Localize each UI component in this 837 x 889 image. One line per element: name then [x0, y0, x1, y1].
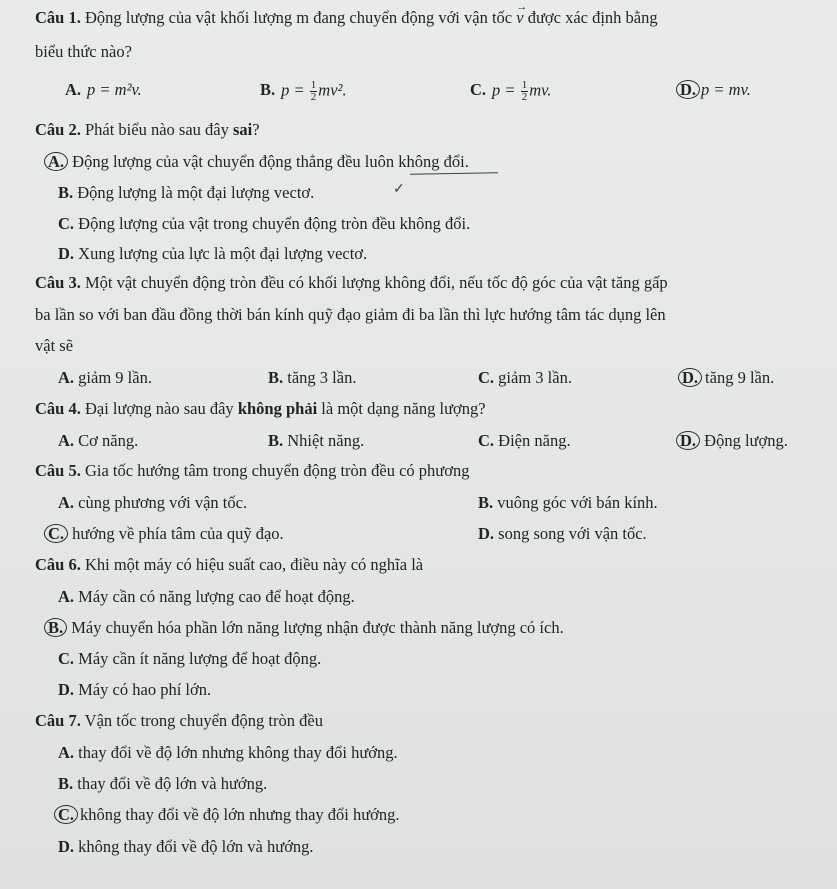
question-2-emphasis: sai	[232, 120, 253, 139]
option-c-letter: C.	[58, 214, 75, 233]
question-4-option-a[interactable]	[58, 431, 138, 451]
question-1-option-b[interactable]	[260, 80, 347, 103]
option-b-letter: B.	[260, 80, 276, 100]
option-d-text: Động lượng.	[700, 431, 788, 450]
question-6-option-b[interactable]	[48, 618, 564, 638]
option-d-text: tăng 9 lần.	[705, 368, 775, 387]
option-c-formula-pre: p =	[492, 80, 520, 100]
option-d-letter: D.	[58, 837, 75, 856]
option-c-text: Điện năng.	[494, 431, 571, 450]
pen-check-mark-icon: ✓	[393, 182, 405, 197]
option-c-text: giảm 3 lần.	[494, 368, 572, 387]
question-1-option-c[interactable]	[470, 80, 551, 103]
question-2-option-a[interactable]	[48, 152, 469, 172]
fraction-denominator: 2	[521, 91, 528, 103]
question-7-option-c[interactable]	[58, 805, 400, 825]
option-b-letter: B.	[58, 774, 74, 793]
velocity-vector-symbol: → v	[516, 8, 523, 28]
option-a-letter-circled: A.	[44, 152, 68, 171]
option-c-letter: C.	[478, 431, 495, 450]
option-d-formula: p = mv.	[701, 80, 751, 99]
option-d-letter-circled: D.	[676, 80, 700, 99]
question-5-label: Câu 5.	[35, 461, 81, 480]
option-a-text: Cơ năng.	[74, 431, 139, 450]
question-4-end: là một dạng năng lượng?	[317, 399, 486, 418]
option-a-letter: A.	[58, 493, 75, 512]
option-a-text: thay đổi về độ lớn nhưng không thay đổi hướng.	[74, 743, 398, 762]
question-7-option-b[interactable]	[58, 774, 267, 794]
option-b-formula-pre: p =	[281, 80, 309, 100]
question-3-label: Câu 3.	[35, 273, 81, 292]
question-7-label: Câu 7.	[35, 711, 81, 730]
question-4-label: Câu 4.	[35, 399, 81, 418]
question-3-option-c[interactable]	[478, 368, 572, 388]
option-b-text: vuông góc với bán kính.	[493, 493, 658, 512]
option-a-letter: A.	[58, 587, 75, 606]
option-d-text: Xung lượng của lực là một đại lượng vectơ.	[74, 244, 368, 263]
question-3-text-line1: Một vật chuyển động tròn đều có khối lượng không đổi, nếu tốc độ góc của vật tăng gấp	[80, 273, 668, 292]
question-5-option-c[interactable]	[48, 524, 284, 544]
option-d-letter-circled: D.	[678, 368, 702, 387]
option-c-letter-circled: C.	[44, 524, 68, 543]
option-a-letter: A.	[58, 368, 75, 387]
question-1-stem-line2: biểu thức nào?	[35, 42, 132, 61]
option-b-text: Máy chuyển hóa phần lớn năng lượng nhận được thành năng lượng có ích.	[67, 618, 564, 637]
option-b-text: Động lượng là một đại lượng vectơ.	[73, 183, 315, 202]
question-6-stem	[35, 555, 423, 575]
option-c-text: không thay đổi về độ lớn nhưng thay đổi hướng.	[80, 805, 400, 824]
option-c-letter: C.	[470, 80, 487, 100]
fraction-denominator: 2	[310, 91, 317, 103]
option-a-text: giảm 9 lần.	[74, 368, 152, 387]
question-3-option-d[interactable]	[682, 368, 774, 388]
option-c-letter-circled: C.	[54, 805, 78, 824]
question-4-option-c[interactable]	[478, 431, 571, 451]
option-b-letter: B.	[268, 431, 284, 450]
option-d-text: không thay đổi về độ lớn và hướng.	[74, 837, 314, 856]
fraction-numerator: 1	[521, 79, 528, 91]
question-4-text: Đại lượng nào sau đây	[80, 399, 238, 418]
option-d-letter: D.	[58, 680, 75, 699]
option-a-letter: A.	[58, 743, 75, 762]
option-b-text: thay đổi về độ lớn và hướng.	[73, 774, 268, 793]
option-b-text: Nhiệt năng.	[283, 431, 365, 450]
question-3-stem	[35, 273, 668, 293]
option-a-text: Máy cần có năng lượng cao để hoạt động.	[74, 587, 355, 606]
question-6-option-d[interactable]	[58, 680, 211, 700]
option-b-letter: B.	[268, 368, 284, 387]
question-6-label: Câu 6.	[35, 555, 81, 574]
question-7-text: Vận tốc trong chuyển động tròn đều	[80, 711, 323, 730]
question-7-option-d[interactable]	[58, 837, 314, 857]
question-2-end: ?	[252, 120, 260, 139]
option-a-text: Động lượng của vật chuyển động thẳng đều luôn không đổi.	[68, 152, 469, 171]
question-5-option-d[interactable]	[478, 524, 647, 544]
option-b-text: tăng 3 lần.	[283, 368, 357, 387]
question-3-option-b[interactable]	[268, 368, 356, 388]
option-b-fraction	[310, 80, 318, 103]
question-2-stem	[35, 120, 260, 140]
option-b-letter: B.	[58, 183, 74, 202]
option-c-formula-post: mv.	[529, 80, 552, 100]
option-c-fraction	[521, 80, 529, 103]
question-7-stem	[35, 711, 323, 731]
option-b-letter: B.	[478, 493, 494, 512]
question-7-option-a[interactable]	[58, 743, 398, 763]
question-2-option-c[interactable]	[58, 214, 470, 234]
option-a-letter: A.	[65, 80, 82, 99]
question-1-option-d[interactable]	[680, 80, 751, 100]
option-b-letter-circled: B.	[44, 618, 67, 637]
question-4-stem	[35, 399, 486, 419]
question-1-text-part1: Động lượng của vật khối lượng m đang chuyển động với vận tốc	[80, 8, 517, 27]
question-6-option-a[interactable]	[58, 587, 355, 607]
question-1-text-part2: được xác định bằng	[523, 8, 658, 27]
question-2-option-b[interactable]	[58, 183, 314, 203]
question-6-text: Khi một máy có hiệu suất cao, điều này có nghĩa là	[80, 555, 424, 574]
option-c-text: Máy cần ít năng lượng để hoạt động.	[74, 649, 322, 668]
option-c-text: Động lượng của vật trong chuyển động tròn đều không đổi.	[74, 214, 471, 233]
question-6-option-c[interactable]	[58, 649, 321, 669]
fraction-numerator: 1	[310, 79, 317, 91]
question-4-emphasis: không phải	[237, 399, 318, 418]
option-a-formula: p = m²v.	[87, 80, 142, 99]
question-3-stem-line3: vật sẽ	[35, 336, 74, 355]
question-3-option-a[interactable]	[58, 368, 152, 388]
question-3-stem-line2: ba lần so với ban đầu đồng thời bán kính quỹ đạo giảm đi ba lần thì lực hướng tâm tác dụng lên	[35, 305, 666, 324]
option-d-text: Máy có hao phí lớn.	[74, 680, 212, 699]
option-d-letter: D.	[58, 244, 75, 263]
option-d-letter-circled: D.	[676, 431, 700, 450]
option-c-letter: C.	[478, 368, 495, 387]
question-1-stem	[35, 8, 658, 28]
question-4-option-b[interactable]	[268, 431, 364, 451]
option-d-letter: D.	[478, 524, 495, 543]
option-d-text: song song với vận tốc.	[494, 524, 647, 543]
question-5-stem	[35, 461, 469, 481]
option-c-text: hướng về phía tâm của quỹ đạo.	[68, 524, 284, 543]
option-c-letter: C.	[58, 649, 75, 668]
pen-underline-mark	[410, 172, 498, 175]
question-2-text: Phát biểu nào sau đây	[80, 120, 233, 139]
option-a-letter: A.	[58, 431, 75, 450]
question-1-label: Câu 1.	[35, 8, 81, 27]
question-2-option-d[interactable]	[58, 244, 367, 264]
question-5-text: Gia tốc hướng tâm trong chuyển động tròn đều có phương	[80, 461, 470, 480]
question-1-option-a[interactable]	[65, 80, 142, 100]
option-a-text: cùng phương với vận tốc.	[74, 493, 248, 512]
question-5-option-b[interactable]	[478, 493, 658, 513]
question-2-label: Câu 2.	[35, 120, 81, 139]
option-b-formula-post: mv².	[318, 80, 347, 100]
question-5-option-a[interactable]	[58, 493, 247, 513]
question-4-option-d[interactable]	[680, 431, 788, 451]
